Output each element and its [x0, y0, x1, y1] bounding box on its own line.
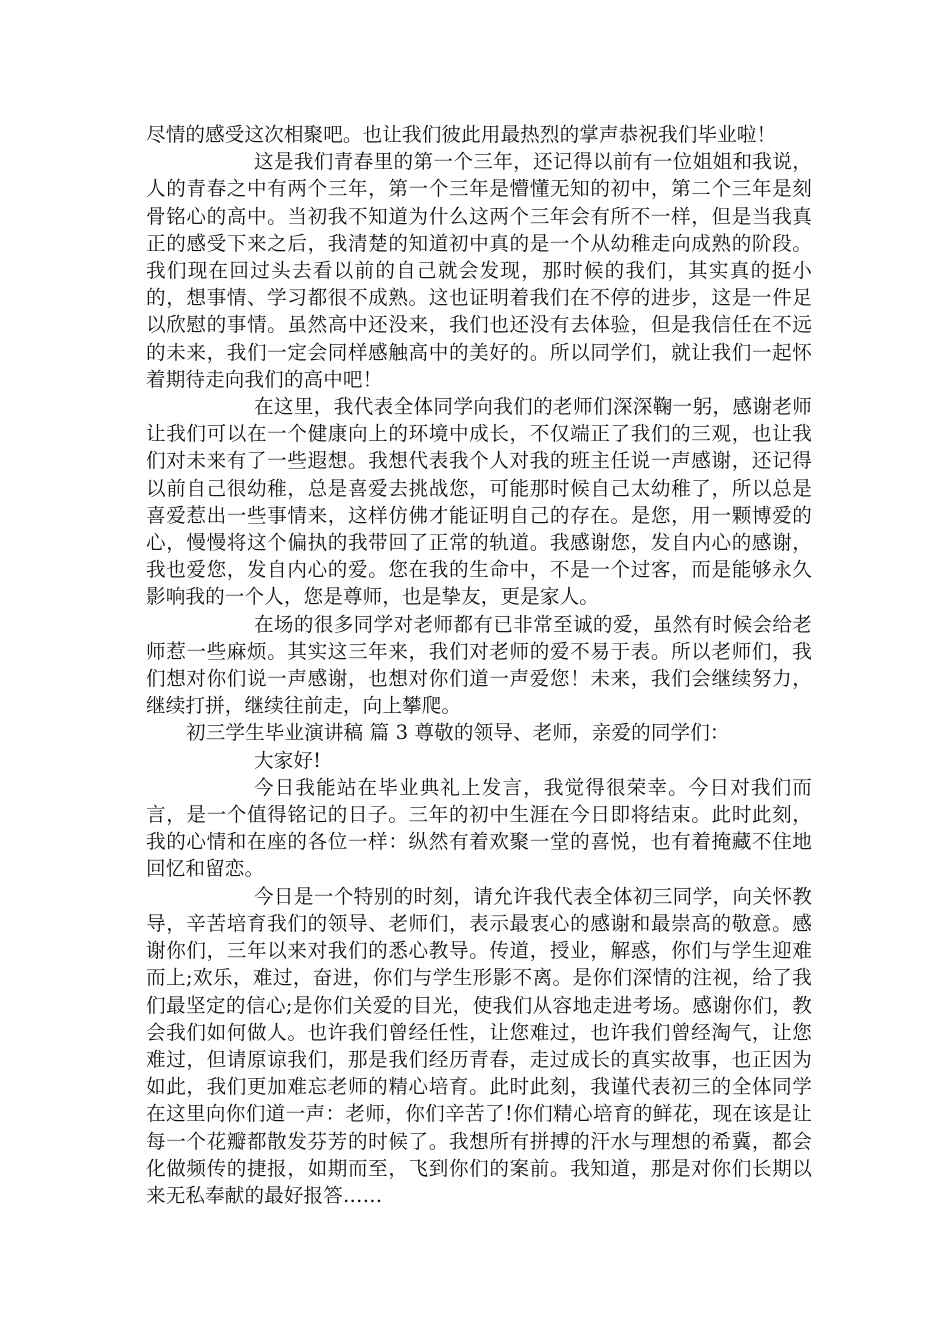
paragraph-graduation-honor: 今日我能站在毕业典礼上发言，我觉得很荣幸。今日对我们而言，是一个值得铭记的日子。三年的初中生涯在今日即将结束。此时此刻，我的心情和在座的各位一样：纵然有着欢聚一堂的喜悦，也有着掩藏不住地回忆和留恋。 — [146, 775, 812, 881]
paragraph-gratitude-speech: 今日是一个特别的时刻，请允许我代表全体初三同学，向关怀教导，辛苦培育我们的领导、老师们，表示最衷心的感谢和最崇高的敬意。感谢你们，三年以来对我们的悉心教导。传道，授业，解惑，你们与学生迎难而上;欢乐，难过，奋进，你们与学生形影不离。是你们深情的注视，给了我们最坚定的信心;是你们关爱的目光，使我们从容地走进考场。感谢你们，教会我们如何做人。也许我们曾经任性，让您难过，也许我们曾经淘气，让您难过，但请原谅我们，那是我们经历青春，走过成长的真实故事，也正因为如此，我们更加难忘老师的精心培育。此时此刻，我谨代表初三的全体同学在这里向你们道一声：老师，你们辛苦了!你们精心培育的鲜花，现在该是让每一个花瓣都散发芬芳的时候了。我想所有拼搏的汗水与理想的希冀，都会化做频传的捷报，如期而至，飞到你们的案前。我知道，那是对你们长期以来无私奉献的最好报答…… — [146, 884, 812, 1207]
paragraph-love-teachers: 在场的很多同学对老师都有已非常至诚的爱，虽然有时候会给老师惹一些麻烦。其实这三年来，我们对老师的爱不易于表。所以老师们，我们想对你们说一声感谢，也想对你们道一声爱您！未来，我们会继续努力，继续打拼，继续往前走，向上攀爬。 — [146, 612, 812, 718]
document-page — [146, 121, 812, 1209]
paragraph-closing-cheer: 尽情的感受这次相聚吧。也让我们彼此用最热烈的掌声恭祝我们毕业啦！ — [146, 123, 777, 146]
paragraph-thanks-teachers: 在这里，我代表全体同学向我们的老师们深深鞠一躬，感谢老师让我们可以在一个健康向上的环境中成长，不仅端正了我们的三观，也让我们对未来有了一些遐想。我想代表我个人对我的班主任说一声感谢，还记得以前自己很幼稚，总是喜爱去挑战您，可能那时候自己太幼稚了，所以总是喜爱惹出一些事情来，这样仿佛才能证明自己的存在。是您，用一颗博爱的心，慢慢将这个偏执的我带回了正常的轨道。我感谢您，发自内心的感谢，我也爱您，发自内心的爱。您在我的生命中，不是一个过客，而是能够永久影响我的一个人，您是尊师，也是挚友，更是家人。 — [146, 395, 812, 609]
paragraph-youth-reflection: 这是我们青春里的第一个三年，还记得以前有一位姐姐和我说，人的青春之中有两个三年，第一个三年是懵懂无知的初中，第二个三年是刻骨铭心的高中。当初我不知道为什么这两个三年会有所不一样，但是当我真正的感受下来之后，我清楚的知道初中真的是一个从幼稚走向成熟的阶段。我们现在回过头去看以前的自己就会发现，那时候的我们，其实真的挺小的，想事情、学习都很不成熟。这也证明着我们在不停的进步，这是一件足以欣慰的事情。虽然高中还没来，我们也还没有去体验，但是我信任在不远的未来，我们一定会同样感触高中的美好的。所以同学们，就让我们一起怀着期待走向我们的高中吧！ — [146, 150, 812, 391]
greeting-line: 大家好! — [254, 748, 322, 772]
section-heading: 初三学生毕业演讲稿 篇 3 尊敬的领导、老师，亲爱的同学们： — [186, 721, 730, 745]
